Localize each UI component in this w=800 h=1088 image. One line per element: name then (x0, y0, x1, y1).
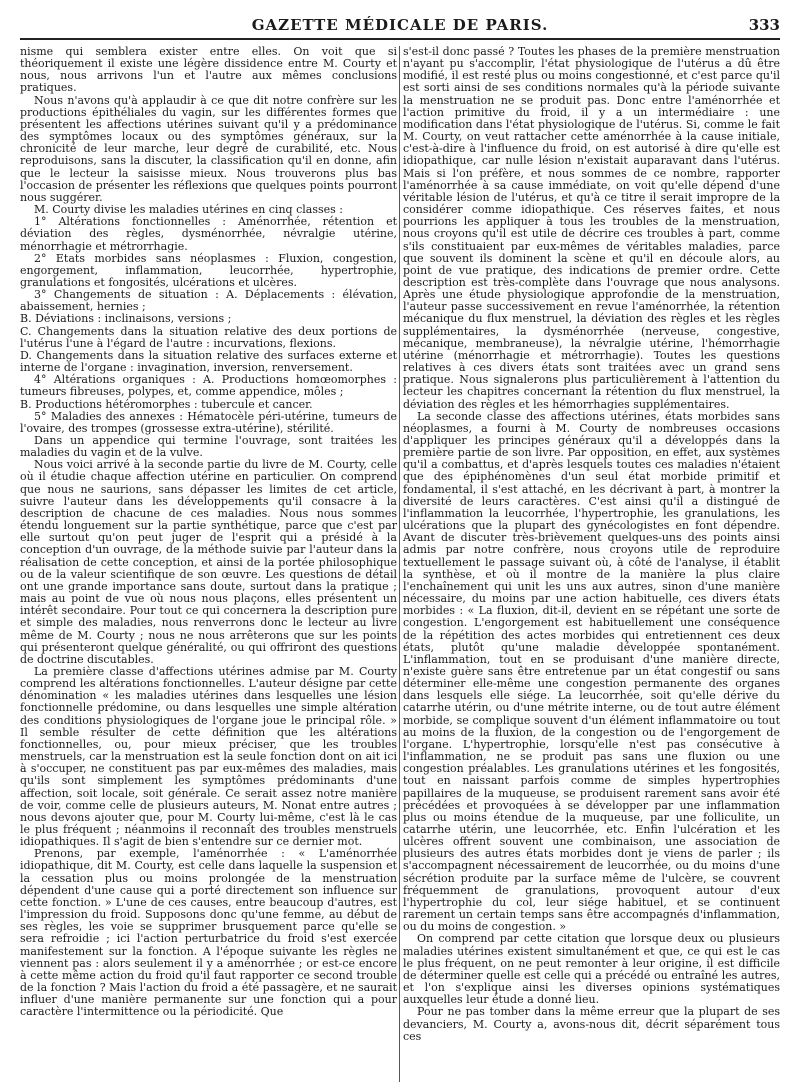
paragraph: Prenons, par exemple, l'aménorrhée : « L'aménorrhée idiopathique, dit M. Courty, est celle dans laquelle la suspension et la cessation plus ou moins prolongée de la menstruation dépendent d'une cause qui a porté directement son influence sur cette fonction. » L'une de ces causes, entre beaucoup d'autres, est l'impression du froid. Supposons donc qu'une femme, au début de ses règles, les voie se supprimer brusquement parce qu'elle se sera refroidie ; ici l'action perturbatrice du froid s'est exercée manifestement sur la fonction. A l'époque suivante les règles ne viennent pas : alors seulement il y a aménorrhée ; or est-ce encore à cette même action du froid qu'il faut rapporter ce second trouble de la fonction ? Mais l'action du froid a été passagère, et ne saurait influer d'une manière permanente sur une fonction qui a pour caractère l'intermittence ou la périodicité. Que (20, 847, 397, 1019)
page-number: 333 (748, 16, 780, 34)
paragraph: 5° Maladies des annexes : Hématocèle péri-utérine, tumeurs de l'ovaire, des trompes (grossesse extra-utérine), stérilité. (20, 409, 397, 435)
paragraph: Nous voici arrivé à la seconde partie du livre de M. Courty, celle où il étudie chaque affection utérine en particulier. On comprend que nous ne saurions, sans dépasser les limites de cet article, suivre l'auteur dans les développements qu'il consacre à la description de chacune de ces maladies. Nous nous sommes étendu longuement sur la partie synthétique, parce que c'est par elle surtout qu'on peut juger de l'esprit qui a présidé à la conception d'un ouvrage, de la méthode suivie par l'auteur dans la réalisation de cette conception, et ainsi de la portée philosophique ou de la valeur scientifique de son œuvre. Les questions de détail ont une grande importance sans doute, surtout dans la pratique ; mais au point de vue où nous nous plaçons, elles présentent un intérêt secondaire. Pour tout ce qui concernera la description pure et simple des maladies, nous renverrons donc le lecteur au livre même de M. Courty ; nous ne nous arrêterons que sur les points qui présenteront quelque généralité, ou qui offriront des questions de doctrine discutables. (20, 458, 397, 666)
paragraph: Nous n'avons qu'à applaudir à ce que dit notre confrère sur les productions épithéliales du vagin, sur les différentes formes que présentent les affections utérines suivant qu'il y a prédominance des symptômes locaux ou des symptômes généraux, sur la chronicité de leur marche, leur degré de curabilité, etc. Nous reproduisons, sans la discuter, la classification qu'il en donne, afin que le lecteur la saisisse mieux. Nous trouverons plus bas l'occasion de présenter les réflexions que quelques points pourront nous suggérer. (20, 93, 397, 204)
left-column (20, 46, 397, 1082)
paragraph: 3° Changements de situation : A. Déplacements : élévation, abaissement, hernies ; (20, 288, 397, 314)
paragraph: 2° Etats morbides sans néoplasmes : Fluxion, congestion, engorgement, inflammation, leucorrhée, hypertrophie, granulations et fongosités, ulcérations et ulcères. (20, 251, 397, 289)
journal-title: GAZETTE MÉDICALE DE PARIS. (251, 16, 549, 34)
paragraph: nisme qui semblera exister entre elles. On voit que si théoriquement il existe une légère dissidence entre M. Courty et nous, nous arrivons l'un et l'autre aux mêmes conclusions pratiques. (20, 46, 397, 95)
paragraph: Dans un appendice qui termine l'ouvrage, sont traitées les maladies du vagin et de la vulve. (20, 434, 397, 460)
paragraph: Pour ne pas tomber dans la même erreur que la plupart de ses devanciers, M. Courty a, avons-nous dit, décrit séparément tous ces (403, 1005, 780, 1043)
paragraph: La seconde classe des affections utérines, états morbides sans néoplasmes, a fourni à M. Courty de nombreuses occasions d'appliquer les principes généraux qu'il a développés dans la première partie de son livre. Par opposition, en effet, aux systèmes qu'il a combattus, et d'après lesquels toutes ces maladies n'étaient que des épiphénomènes d'un seul état morbide primitif et fondamental, il s'est attaché, en les décrivant à part, à montrer la diversité de leurs caractères. C'est ainsi qu'il a distingué de l'inflammation la leucorrhée, l'hypertrophie, les granulations, les ulcérations que la plupart des gynécologistes en font dépendre. Avant de discuter très-brièvement quelques-uns des points ainsi admis par notre confrère, nous croyons utile de reproduire textuellement le passage suivant où, à côté de l'analyse, il établit la synthèse, et où il montre de la manière la plus claire l'enchaînement qui unit les uns aux autres, sinon d'une manière nécessaire, du moins par une action habituelle, ces divers états morbides : « La fluxion, dit-il, devient en se répétant une sorte de congestion. L'engorgement est habituellement une conséquence de la répétition des actes morbides qui entretiennent ces deux états, plutôt qu'une maladie développée spontanément. L'inflammation, tout en se produisant d'une manière directe, n'existe guère sans être entretenue par un état congestif ou sans déterminer elle-même une congestion permanente des organes dans lesquels elle siége. La leucorrhée, soit qu'elle dérive du catarrhe utérin, ou d'une métrite interne, ou de tout autre élément morbide, se complique souvent d'un élément inflammatoire ou tout au moins de la fluxion, de la congestion ou de l'engorgement de l'organe. L'hypertrophie, lorsqu'elle n'est pas consécutive à l'inflammation, ne se produit pas sans une fluxion ou une congestion préalables. Les granulations utérines et les fongosités, tout en naissant parfois comme de simples hypertrophies papillaires de la muqueuse, se produisent rarement sans avoir été précédées et provoquées à se développer par une inflammation plus ou moins étendue de la muqueuse, par une folliculite, un catarrhe utérin, une leucorrhée, etc. Enfin l'ulcération et les ulcères offrent souvent une combinaison, une association de plusieurs des autres états morbides dont je viens de parler ; ils s'accompagnent nécessairement de leucorrhée, ou du moins d'une sécrétion produite par la surface même de l'ulcère, se couvrent fréquemment de granulations, provoquent autour d'eux l'hypertrophie du col, leur siége habituel, et se continuent rarement un certain temps sans être accompagnés d'inflammation, ou du moins de congestion. » (403, 409, 780, 934)
paragraph: M. Courty divise les maladies utérines en cinq classes : (34, 203, 343, 217)
paragraph: C. Changements dans la situation relative des deux portions de l'utérus l'une à l'égard de l'autre : incurvations, flexions. (20, 324, 397, 350)
paragraph: 1° Altérations fonctionnelles : Aménorrhée, rétention et déviation des règles, dysménorrhée, névralgie utérine, ménorrhagie et métrorrhagie. (20, 215, 397, 253)
page-header (20, 14, 780, 40)
paragraph: 4° Altérations organiques : A. Productions homœomorphes : tumeurs fibreuses, polypes, et, comme appendice, môles ; (20, 373, 397, 399)
column-divider (399, 46, 400, 1082)
paragraph: On comprend par cette citation que lorsque deux ou plusieurs maladies utérines existent simultanément et que, ce qui est le cas le plus fréquent, on ne peut remonter à leur origine, il est difficile de déterminer quelle est celle qui a précédé ou entraîné les autres, et l'on s'explique ainsi les diverses opinions systématiques auxquelles leur étude a donné lieu. (403, 932, 780, 1007)
paragraph: B. Déviations : inclinaisons, versions ; (20, 312, 232, 326)
paragraph: La première classe d'affections utérines admise par M. Courty comprend les altérations fonctionnelles. L'auteur désigne par cette dénomination « les maladies utérines dans lesquelles une lésion fonctionnelle prédomine, ou dans lesquelles une simple altération des conditions physiologiques de l'organe joue le principal rôle. » Il semble résulter de cette définition que les altérations fonctionnelles, ou, pour mieux préciser, que les troubles menstruels, car la menstruation est la seule fonction dont on ait ici à s'occuper, ne constituent pas par eux-mêmes des maladies, mais qu'ils sont simplement les symptômes prédominants d'une affection, soit locale, soit générale. Ce serait assez notre manière de voir, comme celle de plusieurs auteurs, M. Nonat entre autres ; nous devons ajouter que, pour M. Courty lui-même, c'est là le cas le plus fréquent ; néanmoins il reconnaît des troubles menstruels idiopathiques. Il s'agit de bien s'entendre sur ce dernier mot. (20, 664, 397, 849)
paragraph: s'est-il donc passé ? Toutes les phases de la première menstruation n'ayant pu s'accomplir, l'état physiologique de l'utérus a dû être modifié, il est resté plus ou moins congestionné, et c'est parce qu'il est sorti ainsi de ses conditions normales qu'à la période suivante la menstruation ne se produit pas. Donc entre l'aménorrhée et l'action primitive du froid, il y a un intermédiaire : une modification dans l'état physiologique de l'utérus. Si, comme le fait M. Courty, on veut rattacher cette aménorrhée à la cause initiale, c'est-à-dire à l'influence du froid, on est autorisé à dire qu'elle est idiopathique, car nulle lésion n'existait auparavant dans l'utérus. Mais si l'on préfère, et nous sommes de ce nombre, rapporter l'aménorrhée à sa cause immédiate, on voit qu'elle dépend d'une véritable lésion de l'utérus, et qu'à ce titre il serait impropre de la considérer comme idiopathique. Ces réserves faites, et nous pourrions les appliquer à tous les troubles de la menstruation, nous croyons qu'il est utile de décrire ces troubles à part, comme s'ils constituaient par eux-mêmes de véritables maladies, parce que souvent ils dominent la scène et qu'il en découle alors, au point de vue pratique, des indications de premier ordre. Cette description est très-complète dans l'ouvrage que nous analysons. Après une étude physiologique approfondie de la menstruation, l'auteur passe successivement en revue l'aménorrhée, la rétention mécanique du flux menstruel, la déviation des règles et les règles supplémentaires, la dysménorrhée (nerveuse, congestive, mécanique, membraneuse), la névralgie utérine, l'hémorrhagie utérine (ménorrhagie et métrorrhagie). Toutes les questions relatives à ces divers états sont traitées avec un grand sens pratique. Nous signalerons plus particulièrement à l'attention du lecteur les chapitres concernant la rétention du flux menstruel, la déviation des règles et les hémorrhagies supplémentaires. (403, 46, 780, 411)
right-column (403, 46, 780, 1082)
paragraph: D. Changements dans la situation relative des surfaces externe et interne de l'organe : invagination, inversion, renversement. (20, 348, 397, 375)
paragraph: B. Productions hétéromorphes : tubercule et cancer. (20, 397, 313, 411)
